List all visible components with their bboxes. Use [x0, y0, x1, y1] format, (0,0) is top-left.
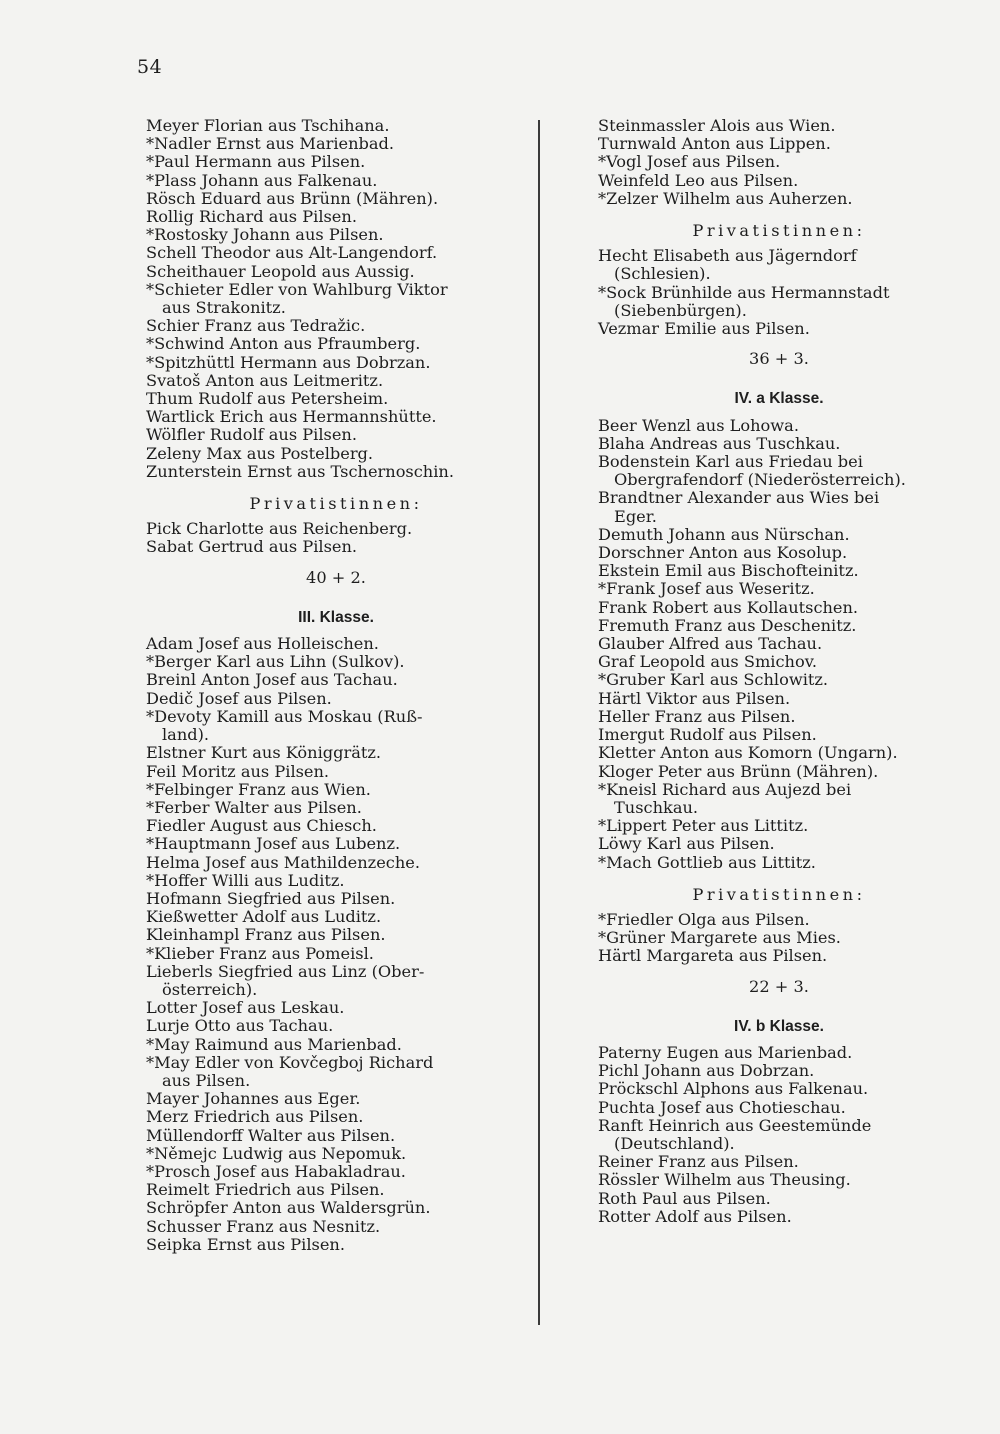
class-heading: III. Klasse.: [298, 608, 374, 626]
student-entry: Zunterstein Ernst aus Tschernoschin.: [146, 461, 454, 481]
student-entry: Steinmassler Alois aus Wien.: [598, 116, 836, 135]
student-entry: *Klieber Franz aus Pomeisl.: [146, 943, 374, 963]
student-entry-continuation: Obergrafendorf (Niederösterreich).: [614, 470, 906, 490]
section-heading-privatistinnen: Privatistinnen:: [692, 884, 866, 904]
student-entry: Heller Franz aus Pilsen.: [598, 706, 796, 726]
student-entry: Graf Leopold aus Smichov.: [598, 652, 818, 672]
student-entry: Wölfler Rudolf aus Pilsen.: [146, 425, 357, 445]
student-entry: Roth Paul aus Pilsen.: [598, 1188, 771, 1208]
student-entry: Schusser Franz aus Nesnitz.: [146, 1216, 381, 1236]
student-entry: *Felbinger Franz aus Wien.: [146, 779, 371, 799]
student-entry: Blaha Andreas aus Tuschkau.: [598, 433, 841, 453]
student-entry: Ranft Heinrich aus Geestemünde: [598, 1115, 872, 1135]
student-entry: Sabat Gertrud aus Pilsen.: [146, 537, 358, 557]
student-entry: *Friedler Olga aus Pilsen.: [598, 909, 810, 929]
student-entry: Reiner Franz aus Pilsen.: [598, 1152, 799, 1172]
student-entry: Thum Rudolf aus Petersheim.: [146, 389, 389, 409]
student-entry: Fremuth Franz aus Deschenitz.: [598, 615, 857, 635]
student-entry: Härtl Viktor aus Pilsen.: [598, 688, 791, 708]
student-entry: Hofmann Siegfried aus Pilsen.: [146, 888, 396, 908]
student-entry: Beer Wenzl aus Lohowa.: [598, 415, 799, 435]
student-entry: *Spitzhüttl Hermann aus Dobrzan.: [146, 352, 431, 372]
student-entry: *Kneisl Richard aus Aujezd bei: [598, 779, 852, 799]
student-entry: Scheithauer Leopold aus Aussig.: [146, 261, 415, 281]
student-entry: Zeleny Max aus Postelberg.: [146, 443, 374, 463]
student-entry-continuation: Tuschkau.: [614, 797, 699, 817]
student-entry-continuation: (Schlesien).: [614, 264, 711, 284]
student-entry: Brandtner Alexander aus Wies bei: [598, 488, 880, 508]
student-entry: *Mach Gottlieb aus Littitz.: [598, 852, 816, 872]
student-entry: Kletter Anton aus Komorn (Ungarn).: [598, 743, 898, 763]
student-entry: Feil Moritz aus Pilsen.: [146, 761, 330, 781]
student-entry: *Devoty Kamill aus Moskau (Ruß-: [146, 706, 423, 726]
student-entry-continuation: österreich).: [162, 979, 258, 999]
student-entry: Vezmar Emilie aus Pilsen.: [598, 319, 810, 339]
student-entry: Mayer Johannes aus Eger.: [146, 1089, 361, 1109]
student-entry: Löwy Karl aus Pilsen.: [598, 834, 775, 854]
student-entry: Kloger Peter aus Brünn (Mähren).: [598, 761, 879, 781]
class-heading: IV. a Klasse.: [734, 390, 824, 408]
class-count: 22 + 3.: [749, 976, 809, 996]
student-entry: Pick Charlotte aus Reichenberg.: [146, 519, 413, 539]
student-entry: *Gruber Karl aus Schlowitz.: [598, 670, 829, 690]
student-entry: Breinl Anton Josef aus Tachau.: [146, 670, 398, 690]
page-number: 54: [137, 56, 163, 78]
student-entry: *Sock Brünhilde aus Hermannstadt: [598, 282, 890, 302]
student-entry: Dorschner Anton aus Kosolup.: [598, 543, 848, 563]
student-entry: Imergut Rudolf aus Pilsen.: [598, 725, 817, 745]
student-entry: Paterny Eugen aus Marienbad.: [598, 1042, 853, 1062]
student-entry: Glauber Alfred aus Tachau.: [598, 634, 823, 654]
student-entry: Härtl Margareta aus Pilsen.: [598, 946, 828, 966]
student-entry: Elstner Kurt aus Königgrätz.: [146, 743, 382, 763]
section-heading-privatistinnen: Privatistinnen:: [692, 221, 866, 241]
student-entry: Rössler Wilhelm aus Theusing.: [598, 1170, 851, 1190]
student-entry: Svatoš Anton aus Leitmeritz.: [146, 370, 384, 390]
student-entry-continuation: land).: [162, 725, 210, 745]
student-entry: *Grüner Margarete aus Mies.: [598, 928, 841, 948]
student-entry: Pichl Johann aus Dobrzan.: [598, 1061, 815, 1081]
student-entry: Frank Robert aus Kollautschen.: [598, 597, 859, 617]
student-entry: Seipka Ernst aus Pilsen.: [146, 1234, 345, 1254]
class-count: 36 + 3.: [749, 349, 809, 369]
student-entry: *Rostosky Johann aus Pilsen.: [146, 225, 384, 245]
student-entry: Schell Theodor aus Alt-Langendorf.: [146, 243, 438, 263]
student-entry-continuation: aus Pilsen.: [162, 1070, 251, 1090]
student-entry-continuation: (Siebenbürgen).: [614, 300, 747, 320]
student-entry: Schier Franz aus Tedražic.: [146, 316, 366, 336]
student-entry: Bodenstein Karl aus Friedau bei: [598, 452, 863, 472]
student-entry: *Vogl Josef aus Pilsen.: [598, 152, 781, 172]
student-entry: Kleinhampl Franz aus Pilsen.: [146, 925, 386, 945]
left-column: [146, 117, 526, 1254]
student-entry: Kießwetter Adolf aus Luditz.: [146, 907, 382, 927]
student-entry: Lieberls Siegfried aus Linz (Ober-: [146, 961, 425, 981]
student-entry: *Ferber Walter aus Pilsen.: [146, 797, 362, 817]
student-entry: Merz Friedrich aus Pilsen.: [146, 1107, 364, 1127]
student-entry: Rotter Adolf aus Pilsen.: [598, 1206, 792, 1226]
student-entry: *Lippert Peter aus Littitz.: [598, 816, 809, 836]
student-entry-continuation: Eger.: [614, 506, 657, 526]
student-entry: *Zelzer Wilhelm aus Auherzen.: [598, 188, 853, 208]
student-entry: Demuth Johann aus Nürschan.: [598, 524, 850, 544]
student-entry: Turnwald Anton aus Lippen.: [598, 134, 831, 154]
student-entry: Ekstein Emil aus Bischofteinitz.: [598, 561, 859, 581]
student-entry: Dedič Josef aus Pilsen.: [146, 688, 332, 708]
student-entry: Müllendorff Walter aus Pilsen.: [146, 1125, 396, 1145]
student-entry: Puchta Josef aus Chotieschau.: [598, 1097, 846, 1117]
column-divider: [538, 120, 540, 1325]
student-entry: Reimelt Friedrich aus Pilsen.: [146, 1180, 385, 1200]
student-entry: Fiedler August aus Chiesch.: [146, 816, 377, 836]
student-entry: Hecht Elisabeth aus Jägerndorf: [598, 246, 857, 266]
student-entry: Lotter Josef aus Leskau.: [146, 998, 345, 1018]
student-entry: *Frank Josef aus Weseritz.: [598, 579, 815, 599]
student-entry: *Prosch Josef aus Habakladrau.: [146, 1161, 406, 1181]
student-entry: *Němejc Ludwig aus Nepomuk.: [146, 1143, 407, 1163]
student-entry: *Berger Karl aus Lihn (Sulkov).: [146, 652, 405, 672]
student-entry-continuation: (Deutschland).: [614, 1133, 735, 1153]
student-entry: *May Raimund aus Marienbad.: [146, 1034, 402, 1054]
student-entry: Pröckschl Alphons aus Falkenau.: [598, 1079, 869, 1099]
student-entry: Helma Josef aus Mathildenzeche.: [146, 852, 421, 872]
student-entry: Schröpfer Anton aus Waldersgrün.: [146, 1198, 431, 1218]
student-entry: Rösch Eduard aus Brünn (Mähren).: [146, 188, 439, 208]
student-entry: Meyer Florian aus Tschihana.: [146, 116, 390, 135]
student-entry: *Plass Johann aus Falkenau.: [146, 170, 378, 190]
student-entry: Rollig Richard aus Pilsen.: [146, 207, 357, 227]
class-count: 40 + 2.: [306, 567, 366, 587]
student-entry: *Paul Hermann aus Pilsen.: [146, 152, 366, 172]
student-entry: Weinfeld Leo aus Pilsen.: [598, 170, 799, 190]
student-entry: Lurje Otto aus Tachau.: [146, 1016, 334, 1036]
student-entry: *Schieter Edler von Wahlburg Viktor: [146, 279, 448, 299]
student-entry: Adam Josef aus Holleischen.: [146, 634, 379, 654]
student-entry: *Schwind Anton aus Pfraumberg.: [146, 334, 421, 354]
student-entry-continuation: aus Strakonitz.: [162, 298, 286, 318]
section-heading-privatistinnen: Privatistinnen:: [249, 494, 423, 514]
student-entry: *May Edler von Kovčegboj Richard: [146, 1052, 434, 1072]
student-entry: Wartlick Erich aus Hermannshütte.: [146, 407, 437, 427]
class-heading: IV. b Klasse.: [734, 1017, 824, 1035]
student-entry: *Nadler Ernst aus Marienbad.: [146, 134, 395, 154]
student-entry: *Hoffer Willi aus Luditz.: [146, 870, 345, 890]
right-column: [598, 117, 960, 1226]
student-entry: *Hauptmann Josef aus Lubenz.: [146, 834, 401, 854]
